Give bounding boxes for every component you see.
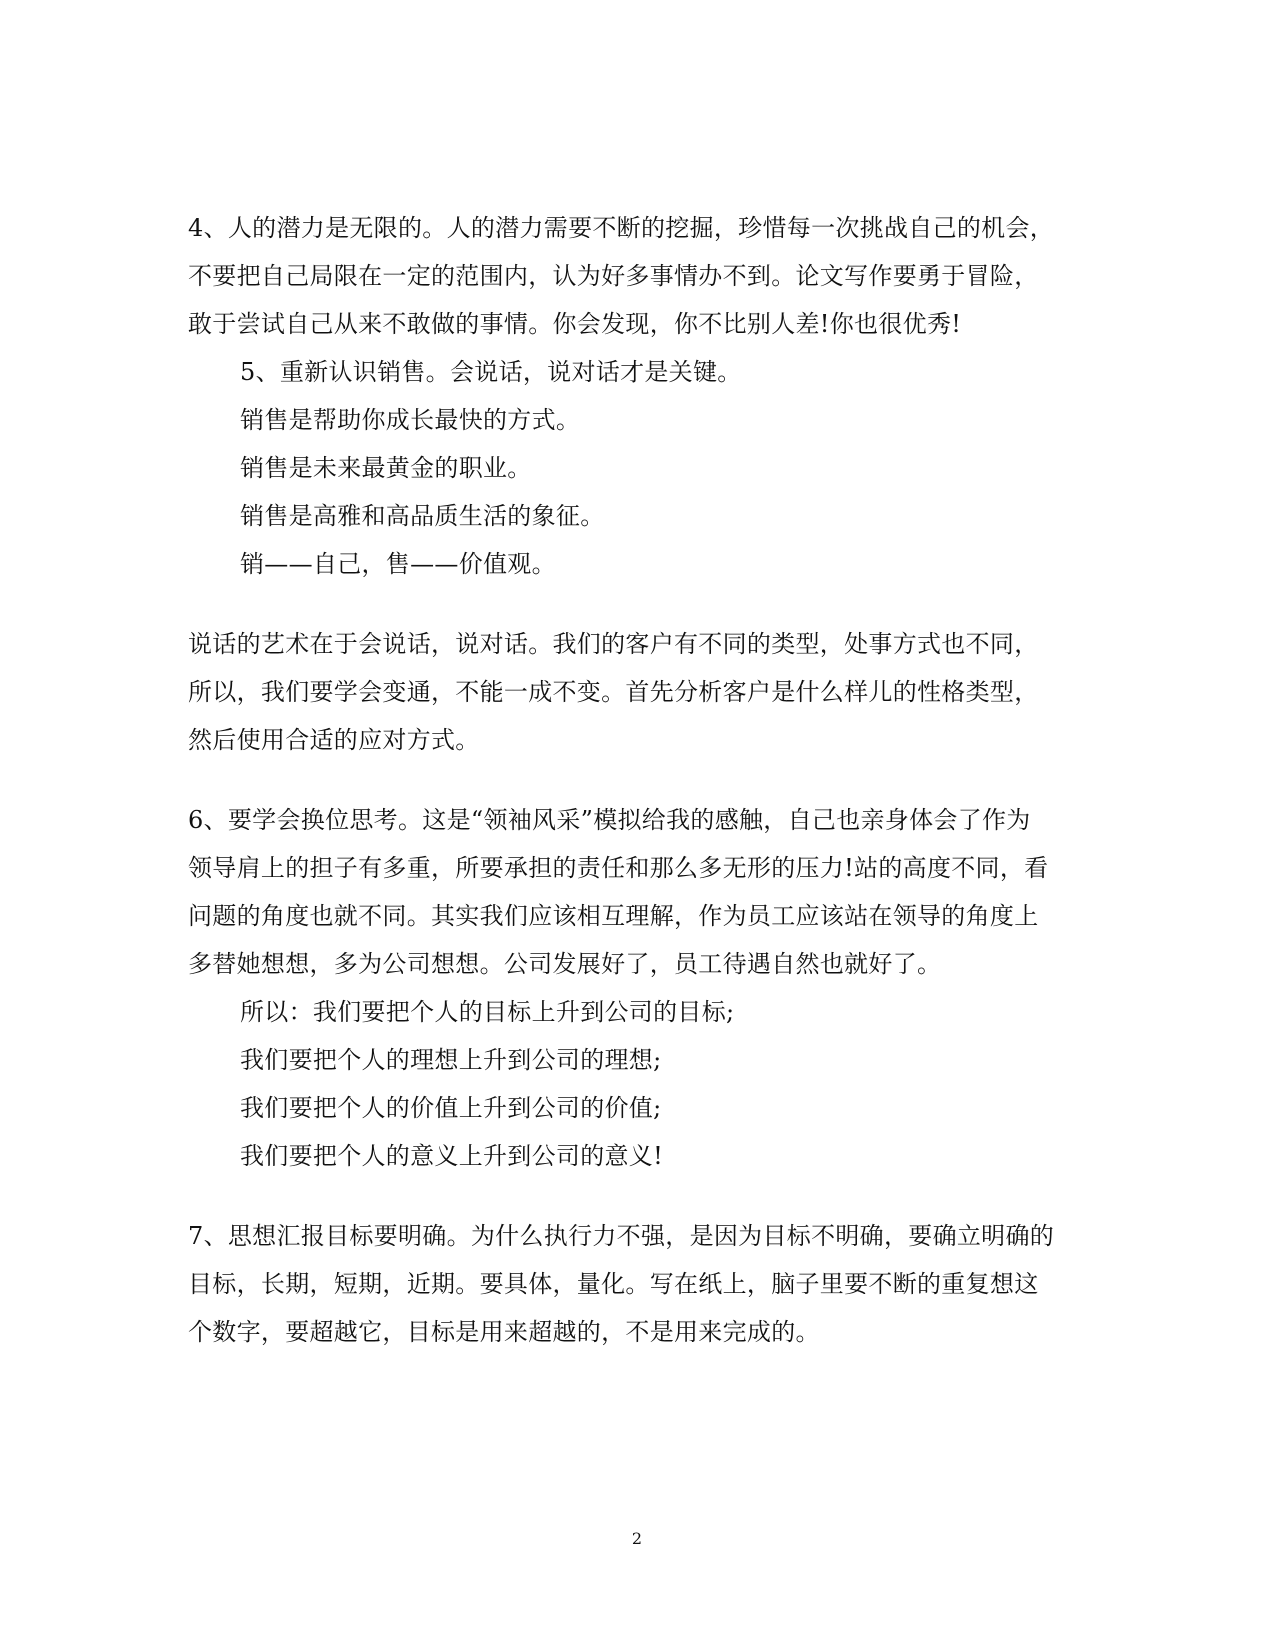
text-line: 我们要把个人的意义上升到公司的意义!: [240, 1142, 664, 1170]
text-line: 销——自己，售——价值观。: [240, 550, 556, 578]
page-number: 2: [631, 1529, 643, 1548]
text-line: 领导肩上的担子有多重，所要承担的责任和那么多无形的压力!站的高度不同，看: [188, 854, 1049, 882]
text-line: 4、人的潜力是无限的。人的潜力需要不断的挖掘，珍惜每一次挑战自己的机会，: [188, 214, 1055, 242]
text-line: 个数字，要超越它，目标是用来超越的，不是用来完成的。: [188, 1318, 820, 1346]
text-line: 所以：我们要把个人的目标上升到公司的目标;: [240, 998, 735, 1026]
text-line: 5、重新认识销售。会说话，说对话才是关键。: [240, 358, 742, 386]
text-line: 销售是未来最黄金的职业。: [240, 454, 532, 482]
text-line: 6、要学会换位思考。这是“领袖风采”模拟给我的感触，自己也亲身体会了作为: [188, 806, 1031, 834]
text-line: 不要把自己局限在一定的范围内，认为好多事情办不到。论文写作要勇于冒险，: [188, 262, 1039, 290]
text-line: 销售是帮助你成长最快的方式。: [240, 406, 581, 434]
text-line: 目标，长期，短期，近期。要具体，量化。写在纸上，脑子里要不断的重复想这: [188, 1270, 1039, 1298]
text-line: 说话的艺术在于会说话，说对话。我们的客户有不同的类型，处事方式也不同，: [188, 630, 1039, 658]
text-line: 7、思想汇报目标要明确。为什么执行力不强，是因为目标不明确，要确立明确的: [188, 1222, 1055, 1250]
text-line: 然后使用合适的应对方式。: [188, 726, 480, 754]
text-line: 我们要把个人的价值上升到公司的价值;: [240, 1094, 662, 1122]
text-line: 我们要把个人的理想上升到公司的理想;: [240, 1046, 662, 1074]
text-line: 销售是高雅和高品质生活的象征。: [240, 502, 605, 530]
text-line: 多替她想想，多为公司想想。公司发展好了，员工待遇自然也就好了。: [188, 950, 942, 978]
text-line: 问题的角度也就不同。其实我们应该相互理解，作为员工应该站在领导的角度上: [188, 902, 1039, 930]
text-line: 所以，我们要学会变通，不能一成不变。首先分析客户是什么样儿的性格类型，: [188, 678, 1039, 706]
text-line: 敢于尝试自己从来不敢做的事情。你会发现，你不比别人差!你也很优秀!: [188, 310, 962, 338]
